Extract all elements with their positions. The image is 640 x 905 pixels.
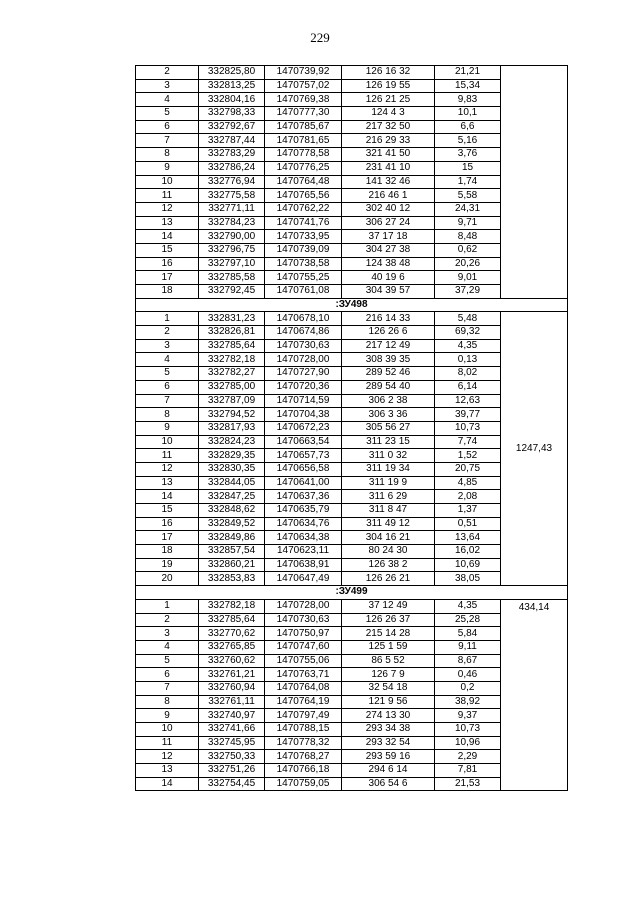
distance-cell: 4,85 <box>435 476 501 490</box>
distance-cell: 13,64 <box>435 531 501 545</box>
point-number-cell: 13 <box>136 764 199 778</box>
point-number-cell: 9 <box>136 161 199 175</box>
x-coordinate-cell: 332770,62 <box>199 627 265 641</box>
point-number-cell: 20 <box>136 572 199 586</box>
bearing-cell: 311 23 15 <box>342 435 435 449</box>
point-number-cell: 2 <box>136 613 199 627</box>
x-coordinate-cell: 332860,21 <box>199 558 265 572</box>
y-coordinate-cell: 1470788,15 <box>265 723 342 737</box>
point-number-cell: 8 <box>136 695 199 709</box>
x-coordinate-cell: 332847,25 <box>199 490 265 504</box>
y-coordinate-cell: 1470672,23 <box>265 421 342 435</box>
point-number-cell: 13 <box>136 216 199 230</box>
y-coordinate-cell: 1470727,90 <box>265 367 342 381</box>
distance-cell: 37,29 <box>435 285 501 299</box>
bearing-cell: 217 32 50 <box>342 120 435 134</box>
distance-cell: 10,73 <box>435 723 501 737</box>
y-coordinate-cell: 1470674,86 <box>265 326 342 340</box>
bearing-cell: 231 41 10 <box>342 161 435 175</box>
distance-cell: 4,35 <box>435 599 501 613</box>
point-number-cell: 18 <box>136 285 199 299</box>
point-number-cell: 7 <box>136 681 199 695</box>
bearing-cell: 306 2 38 <box>342 394 435 408</box>
y-coordinate-cell: 1470739,92 <box>265 66 342 80</box>
bearing-cell: 216 46 1 <box>342 189 435 203</box>
y-coordinate-cell: 1470761,08 <box>265 285 342 299</box>
y-coordinate-cell: 1470623,11 <box>265 545 342 559</box>
bearing-cell: 37 12 49 <box>342 599 435 613</box>
y-coordinate-cell: 1470637,36 <box>265 490 342 504</box>
point-number-cell: 2 <box>136 66 199 80</box>
bearing-cell: 294 6 14 <box>342 764 435 778</box>
point-number-cell: 10 <box>136 723 199 737</box>
y-coordinate-cell: 1470759,05 <box>265 777 342 791</box>
distance-cell: 9,83 <box>435 93 501 107</box>
point-number-cell: 1 <box>136 312 199 326</box>
bearing-cell: 217 12 49 <box>342 339 435 353</box>
bearing-cell: 293 32 54 <box>342 736 435 750</box>
y-coordinate-cell: 1470638,91 <box>265 558 342 572</box>
y-coordinate-cell: 1470778,58 <box>265 148 342 162</box>
distance-cell: 39,77 <box>435 408 501 422</box>
section-title: :ЗУ498 <box>136 298 568 312</box>
bearing-cell: 216 14 33 <box>342 312 435 326</box>
x-coordinate-cell: 332783,29 <box>199 148 265 162</box>
distance-cell: 16,02 <box>435 545 501 559</box>
bearing-cell: 304 39 57 <box>342 285 435 299</box>
distance-cell: 1,74 <box>435 175 501 189</box>
coordinates-table <box>135 65 568 791</box>
point-number-cell: 2 <box>136 326 199 340</box>
distance-cell: 10,73 <box>435 421 501 435</box>
x-coordinate-cell: 332797,10 <box>199 257 265 271</box>
x-coordinate-cell: 332785,00 <box>199 380 265 394</box>
bearing-cell: 216 29 33 <box>342 134 435 148</box>
bearing-cell: 125 1 59 <box>342 640 435 654</box>
point-number-cell: 3 <box>136 79 199 93</box>
x-coordinate-cell: 332785,58 <box>199 271 265 285</box>
point-number-cell: 6 <box>136 668 199 682</box>
point-number-cell: 15 <box>136 243 199 257</box>
distance-cell: 9,01 <box>435 271 501 285</box>
bearing-cell: 304 16 21 <box>342 531 435 545</box>
y-coordinate-cell: 1470764,19 <box>265 695 342 709</box>
y-coordinate-cell: 1470766,18 <box>265 764 342 778</box>
bearing-cell: 289 52 46 <box>342 367 435 381</box>
distance-cell: 38,92 <box>435 695 501 709</box>
bearing-cell: 311 6 29 <box>342 490 435 504</box>
x-coordinate-cell: 332787,09 <box>199 394 265 408</box>
x-coordinate-cell: 332853,83 <box>199 572 265 586</box>
point-number-cell: 16 <box>136 257 199 271</box>
bearing-cell: 311 0 32 <box>342 449 435 463</box>
point-number-cell: 7 <box>136 134 199 148</box>
page-number: 229 <box>310 30 330 45</box>
point-number-cell: 13 <box>136 476 199 490</box>
distance-cell: 8,48 <box>435 230 501 244</box>
point-number-cell: 11 <box>136 449 199 463</box>
distance-cell: 0,62 <box>435 243 501 257</box>
bearing-cell: 293 59 16 <box>342 750 435 764</box>
bearing-cell: 80 24 30 <box>342 545 435 559</box>
y-coordinate-cell: 1470777,30 <box>265 107 342 121</box>
bearing-cell: 126 26 6 <box>342 326 435 340</box>
y-coordinate-cell: 1470781,65 <box>265 134 342 148</box>
y-coordinate-cell: 1470765,56 <box>265 189 342 203</box>
point-number-cell: 19 <box>136 558 199 572</box>
bearing-cell: 308 39 35 <box>342 353 435 367</box>
bearing-cell: 305 56 27 <box>342 421 435 435</box>
y-coordinate-cell: 1470656,58 <box>265 462 342 476</box>
bearing-cell: 306 54 6 <box>342 777 435 791</box>
table-row <box>136 599 568 613</box>
distance-cell: 4,35 <box>435 339 501 353</box>
y-coordinate-cell: 1470704,38 <box>265 408 342 422</box>
x-coordinate-cell: 332848,62 <box>199 504 265 518</box>
y-coordinate-cell: 1470776,25 <box>265 161 342 175</box>
point-number-cell: 14 <box>136 490 199 504</box>
y-coordinate-cell: 1470797,49 <box>265 709 342 723</box>
bearing-cell: 141 32 46 <box>342 175 435 189</box>
bearing-cell: 215 14 28 <box>342 627 435 641</box>
distance-cell: 10,1 <box>435 107 501 121</box>
point-number-cell: 3 <box>136 339 199 353</box>
distance-cell: 1,37 <box>435 504 501 518</box>
x-coordinate-cell: 332849,86 <box>199 531 265 545</box>
point-number-cell: 14 <box>136 230 199 244</box>
bearing-cell: 304 27 38 <box>342 243 435 257</box>
point-number-cell: 4 <box>136 93 199 107</box>
y-coordinate-cell: 1470768,27 <box>265 750 342 764</box>
distance-cell: 0,46 <box>435 668 501 682</box>
y-coordinate-cell: 1470750,97 <box>265 627 342 641</box>
bearing-cell: 32 54 18 <box>342 681 435 695</box>
x-coordinate-cell: 332785,64 <box>199 613 265 627</box>
distance-cell: 5,48 <box>435 312 501 326</box>
bearing-cell: 126 26 21 <box>342 572 435 586</box>
bearing-cell: 37 17 18 <box>342 230 435 244</box>
distance-cell: 20,26 <box>435 257 501 271</box>
area-cell: 434,14 <box>501 599 568 791</box>
x-coordinate-cell: 332787,44 <box>199 134 265 148</box>
y-coordinate-cell: 1470785,67 <box>265 120 342 134</box>
point-number-cell: 10 <box>136 435 199 449</box>
y-coordinate-cell: 1470763,71 <box>265 668 342 682</box>
point-number-cell: 8 <box>136 408 199 422</box>
distance-cell: 6,6 <box>435 120 501 134</box>
bearing-cell: 311 49 12 <box>342 517 435 531</box>
y-coordinate-cell: 1470764,48 <box>265 175 342 189</box>
y-coordinate-cell: 1470730,63 <box>265 613 342 627</box>
distance-cell: 9,11 <box>435 640 501 654</box>
bearing-cell: 126 7 9 <box>342 668 435 682</box>
point-number-cell: 16 <box>136 517 199 531</box>
x-coordinate-cell: 332790,00 <box>199 230 265 244</box>
y-coordinate-cell: 1470755,06 <box>265 654 342 668</box>
x-coordinate-cell: 332785,64 <box>199 339 265 353</box>
point-number-cell: 9 <box>136 421 199 435</box>
table-row <box>136 66 568 80</box>
point-number-cell: 9 <box>136 709 199 723</box>
bearing-cell: 274 13 30 <box>342 709 435 723</box>
x-coordinate-cell: 332830,35 <box>199 462 265 476</box>
x-coordinate-cell: 332760,62 <box>199 654 265 668</box>
y-coordinate-cell: 1470730,63 <box>265 339 342 353</box>
bearing-cell: 126 21 25 <box>342 93 435 107</box>
x-coordinate-cell: 332740,97 <box>199 709 265 723</box>
bearing-cell: 124 38 48 <box>342 257 435 271</box>
coordinates-table-body <box>136 66 568 791</box>
bearing-cell: 302 40 12 <box>342 202 435 216</box>
point-number-cell: 10 <box>136 175 199 189</box>
x-coordinate-cell: 332782,27 <box>199 367 265 381</box>
x-coordinate-cell: 332771,11 <box>199 202 265 216</box>
y-coordinate-cell: 1470755,25 <box>265 271 342 285</box>
point-number-cell: 15 <box>136 504 199 518</box>
point-number-cell: 5 <box>136 107 199 121</box>
bearing-cell: 311 8 47 <box>342 504 435 518</box>
y-coordinate-cell: 1470778,32 <box>265 736 342 750</box>
distance-cell: 2,08 <box>435 490 501 504</box>
x-coordinate-cell: 332824,23 <box>199 435 265 449</box>
x-coordinate-cell: 332813,25 <box>199 79 265 93</box>
distance-cell: 5,58 <box>435 189 501 203</box>
x-coordinate-cell: 332754,45 <box>199 777 265 791</box>
bearing-cell: 126 19 55 <box>342 79 435 93</box>
y-coordinate-cell: 1470678,10 <box>265 312 342 326</box>
x-coordinate-cell: 332792,45 <box>199 285 265 299</box>
point-number-cell: 4 <box>136 640 199 654</box>
area-cell <box>501 66 568 299</box>
x-coordinate-cell: 332782,18 <box>199 599 265 613</box>
x-coordinate-cell: 332784,23 <box>199 216 265 230</box>
x-coordinate-cell: 332750,33 <box>199 750 265 764</box>
bearing-cell: 311 19 34 <box>342 462 435 476</box>
x-coordinate-cell: 332796,75 <box>199 243 265 257</box>
x-coordinate-cell: 332804,16 <box>199 93 265 107</box>
point-number-cell: 18 <box>136 545 199 559</box>
table-row <box>136 312 568 326</box>
x-coordinate-cell: 332844,05 <box>199 476 265 490</box>
x-coordinate-cell: 332849,52 <box>199 517 265 531</box>
point-number-cell: 12 <box>136 750 199 764</box>
y-coordinate-cell: 1470757,02 <box>265 79 342 93</box>
distance-cell: 10,69 <box>435 558 501 572</box>
y-coordinate-cell: 1470747,60 <box>265 640 342 654</box>
x-coordinate-cell: 332776,94 <box>199 175 265 189</box>
point-number-cell: 17 <box>136 271 199 285</box>
bearing-cell: 293 34 38 <box>342 723 435 737</box>
x-coordinate-cell: 332765,85 <box>199 640 265 654</box>
y-coordinate-cell: 1470657,73 <box>265 449 342 463</box>
distance-cell: 7,74 <box>435 435 501 449</box>
y-coordinate-cell: 1470634,76 <box>265 517 342 531</box>
point-number-cell: 5 <box>136 367 199 381</box>
bearing-cell: 306 27 24 <box>342 216 435 230</box>
bearing-cell: 40 19 6 <box>342 271 435 285</box>
distance-cell: 3,76 <box>435 148 501 162</box>
y-coordinate-cell: 1470738,58 <box>265 257 342 271</box>
point-number-cell: 11 <box>136 189 199 203</box>
distance-cell: 38,05 <box>435 572 501 586</box>
y-coordinate-cell: 1470762,22 <box>265 202 342 216</box>
section-header-row <box>136 586 568 600</box>
distance-cell: 5,16 <box>435 134 501 148</box>
point-number-cell: 12 <box>136 462 199 476</box>
point-number-cell: 8 <box>136 148 199 162</box>
distance-cell: 12,63 <box>435 394 501 408</box>
x-coordinate-cell: 332786,24 <box>199 161 265 175</box>
distance-cell: 15,34 <box>435 79 501 93</box>
x-coordinate-cell: 332857,54 <box>199 545 265 559</box>
distance-cell: 9,71 <box>435 216 501 230</box>
point-number-cell: 14 <box>136 777 199 791</box>
distance-cell: 6,14 <box>435 380 501 394</box>
x-coordinate-cell: 332760,94 <box>199 681 265 695</box>
distance-cell: 0,51 <box>435 517 501 531</box>
distance-cell: 0,13 <box>435 353 501 367</box>
distance-cell: 21,53 <box>435 777 501 791</box>
point-number-cell: 3 <box>136 627 199 641</box>
y-coordinate-cell: 1470714,59 <box>265 394 342 408</box>
y-coordinate-cell: 1470634,38 <box>265 531 342 545</box>
bearing-cell: 289 54 40 <box>342 380 435 394</box>
bearing-cell: 126 38 2 <box>342 558 435 572</box>
y-coordinate-cell: 1470663,54 <box>265 435 342 449</box>
distance-cell: 24,31 <box>435 202 501 216</box>
x-coordinate-cell: 332798,33 <box>199 107 265 121</box>
distance-cell: 5,84 <box>435 627 501 641</box>
distance-cell: 69,32 <box>435 326 501 340</box>
distance-cell: 8,67 <box>435 654 501 668</box>
x-coordinate-cell: 332761,11 <box>199 695 265 709</box>
distance-cell: 7,81 <box>435 764 501 778</box>
x-coordinate-cell: 332817,93 <box>199 421 265 435</box>
distance-cell: 21,21 <box>435 66 501 80</box>
x-coordinate-cell: 332792,67 <box>199 120 265 134</box>
x-coordinate-cell: 332831,23 <box>199 312 265 326</box>
point-number-cell: 12 <box>136 202 199 216</box>
bearing-cell: 126 26 37 <box>342 613 435 627</box>
bearing-cell: 311 19 9 <box>342 476 435 490</box>
y-coordinate-cell: 1470728,00 <box>265 599 342 613</box>
x-coordinate-cell: 332761,21 <box>199 668 265 682</box>
bearing-cell: 321 41 50 <box>342 148 435 162</box>
y-coordinate-cell: 1470764,08 <box>265 681 342 695</box>
bearing-cell: 121 9 56 <box>342 695 435 709</box>
y-coordinate-cell: 1470641,00 <box>265 476 342 490</box>
x-coordinate-cell: 332751,26 <box>199 764 265 778</box>
point-number-cell: 6 <box>136 120 199 134</box>
y-coordinate-cell: 1470769,38 <box>265 93 342 107</box>
x-coordinate-cell: 332829,35 <box>199 449 265 463</box>
bearing-cell: 124 4 3 <box>342 107 435 121</box>
bearing-cell: 126 16 32 <box>342 66 435 80</box>
area-cell: 1247,43 <box>501 312 568 586</box>
x-coordinate-cell: 332794,52 <box>199 408 265 422</box>
y-coordinate-cell: 1470733,95 <box>265 230 342 244</box>
distance-cell: 9,37 <box>435 709 501 723</box>
point-number-cell: 1 <box>136 599 199 613</box>
distance-cell: 20,75 <box>435 462 501 476</box>
point-number-cell: 17 <box>136 531 199 545</box>
y-coordinate-cell: 1470635,79 <box>265 504 342 518</box>
bearing-cell: 86 5 52 <box>342 654 435 668</box>
distance-cell: 15 <box>435 161 501 175</box>
y-coordinate-cell: 1470741,76 <box>265 216 342 230</box>
y-coordinate-cell: 1470739,09 <box>265 243 342 257</box>
point-number-cell: 6 <box>136 380 199 394</box>
x-coordinate-cell: 332826,81 <box>199 326 265 340</box>
bearing-cell: 306 3 36 <box>342 408 435 422</box>
x-coordinate-cell: 332745,95 <box>199 736 265 750</box>
y-coordinate-cell: 1470720,36 <box>265 380 342 394</box>
x-coordinate-cell: 332782,18 <box>199 353 265 367</box>
distance-cell: 10,96 <box>435 736 501 750</box>
distance-cell: 2,29 <box>435 750 501 764</box>
x-coordinate-cell: 332775,58 <box>199 189 265 203</box>
y-coordinate-cell: 1470647,49 <box>265 572 342 586</box>
point-number-cell: 11 <box>136 736 199 750</box>
x-coordinate-cell: 332741,66 <box>199 723 265 737</box>
point-number-cell: 5 <box>136 654 199 668</box>
section-title: :ЗУ499 <box>136 586 568 600</box>
distance-cell: 8,02 <box>435 367 501 381</box>
y-coordinate-cell: 1470728,00 <box>265 353 342 367</box>
distance-cell: 1,52 <box>435 449 501 463</box>
section-header-row <box>136 298 568 312</box>
x-coordinate-cell: 332825,80 <box>199 66 265 80</box>
point-number-cell: 7 <box>136 394 199 408</box>
distance-cell: 0,2 <box>435 681 501 695</box>
distance-cell: 25,28 <box>435 613 501 627</box>
point-number-cell: 4 <box>136 353 199 367</box>
